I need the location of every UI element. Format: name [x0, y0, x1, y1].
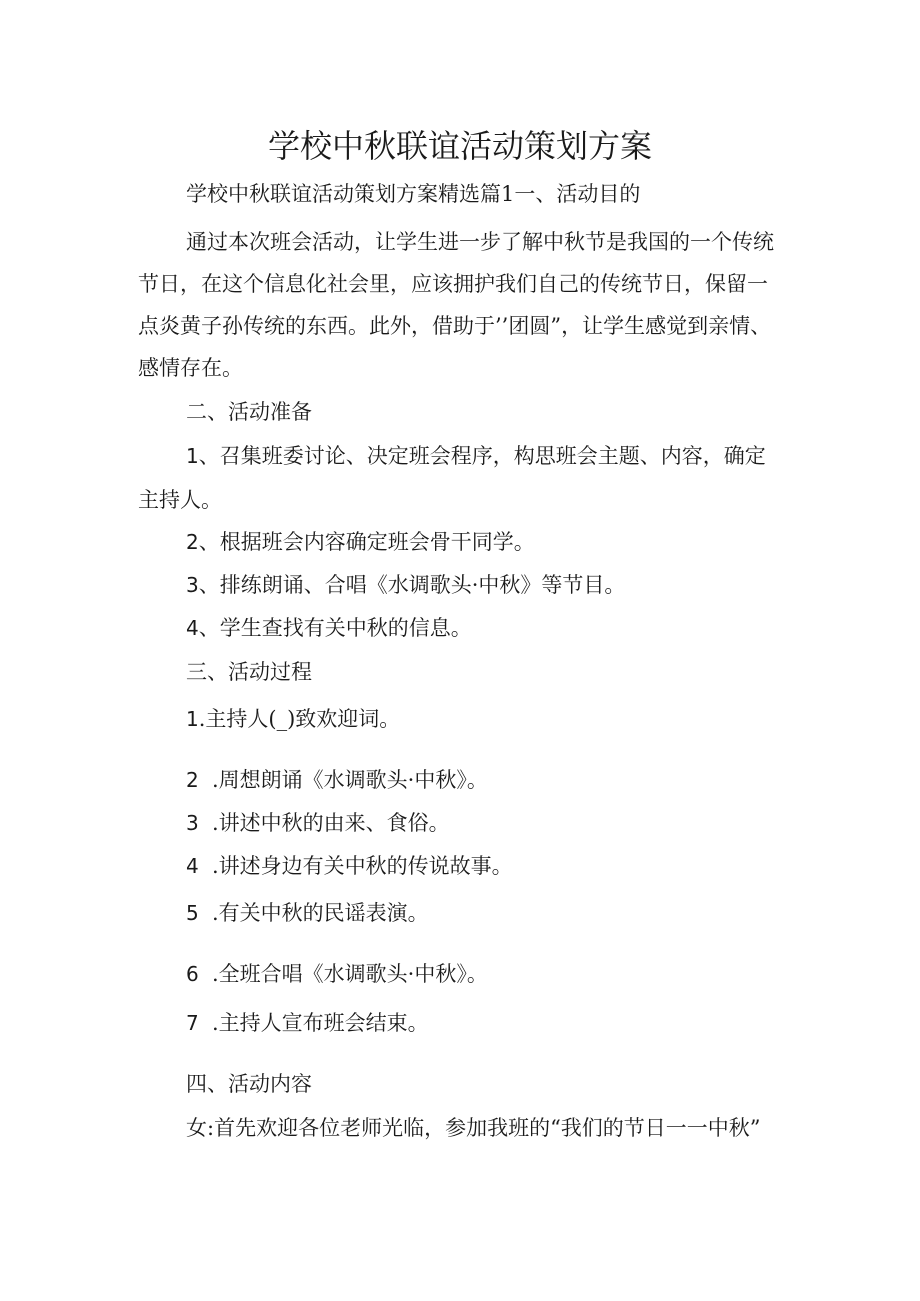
prep-item-2: [186, 526, 836, 558]
document-title: 学校中秋联谊活动策划方案: [267, 127, 652, 165]
process-item-number: 6: [186, 962, 199, 986]
prep-item-text: 、排练朗诵、合唱《水调歌头·中秋》等节目。: [198, 573, 626, 597]
prep-item-number: 1: [186, 444, 199, 468]
purpose-line-2: 节日，在这个信息化社会里，应该拥护我们自己的传统节日，保留一: [138, 272, 768, 296]
purpose-line-3: 点炎黄子孙传统的东西。此外，借助于’’团圆”，让学生感觉到亲情、: [138, 314, 772, 338]
lead-line: 学校中秋联谊活动策划方案精选篇1一、活动目的: [186, 182, 641, 206]
prep-item-1: [186, 440, 836, 472]
process-item-number: 1: [186, 707, 199, 731]
process-item-4: [186, 850, 836, 882]
process-item-number: 7: [186, 1011, 199, 1035]
process-item-3: [186, 807, 836, 839]
process-item-text: .全班合唱《水调歌头·中秋》。: [212, 962, 488, 986]
process-item-2: [186, 764, 836, 796]
process-item-number: 4: [186, 854, 199, 878]
prep-item-text: 、学生查找有关中秋的信息。: [198, 616, 472, 640]
process-item-text: .周想朗诵《水调歌头·中秋》。: [212, 768, 488, 792]
section-heading-process: 三、活动过程: [186, 660, 312, 684]
prep-item-4: [186, 612, 836, 644]
process-item-5: [186, 897, 836, 929]
process-item-7: [186, 1007, 836, 1039]
section-heading-content: 四、活动内容: [186, 1072, 312, 1096]
process-item-text: .讲述身边有关中秋的传说故事。: [212, 854, 513, 878]
process-item-text: .主持人宣布班会结束。: [212, 1011, 429, 1035]
purpose-line-4: 感情存在。: [138, 356, 243, 380]
prep-item-3: [186, 569, 836, 601]
process-item-text: .讲述中秋的由来、食俗。: [212, 811, 450, 835]
process-item-number: 3: [186, 811, 199, 835]
prep-item-text: 、根据班会内容确定班会骨干同学。: [198, 530, 535, 554]
process-item-number: 5: [186, 901, 199, 925]
process-item-number: 2: [186, 768, 199, 792]
prep-item-text: 、召集班委讨论、决定班会程序，构思班会主题、内容，确定: [198, 444, 766, 468]
prep-item-number: 3: [186, 573, 199, 597]
process-item-text: .有关中秋的民谣表演。: [212, 901, 429, 925]
process-item-6: [186, 958, 836, 990]
section-heading-preparation: 二、活动准备: [186, 400, 312, 424]
process-item-text: .主持人(_)致欢迎词。: [198, 707, 401, 731]
prep-item-number: 2: [186, 530, 199, 554]
purpose-line-1: 通过本次班会活动，让学生进一步了解中秋节是我国的一个传统: [186, 230, 774, 254]
prep-item-1-continued: 主持人。: [138, 488, 222, 512]
content-line-1: 女:首先欢迎各位老师光临，参加我班的“我们的节日一一中秋”: [186, 1116, 761, 1140]
prep-item-number: 4: [186, 616, 199, 640]
process-item-1: [186, 703, 836, 735]
